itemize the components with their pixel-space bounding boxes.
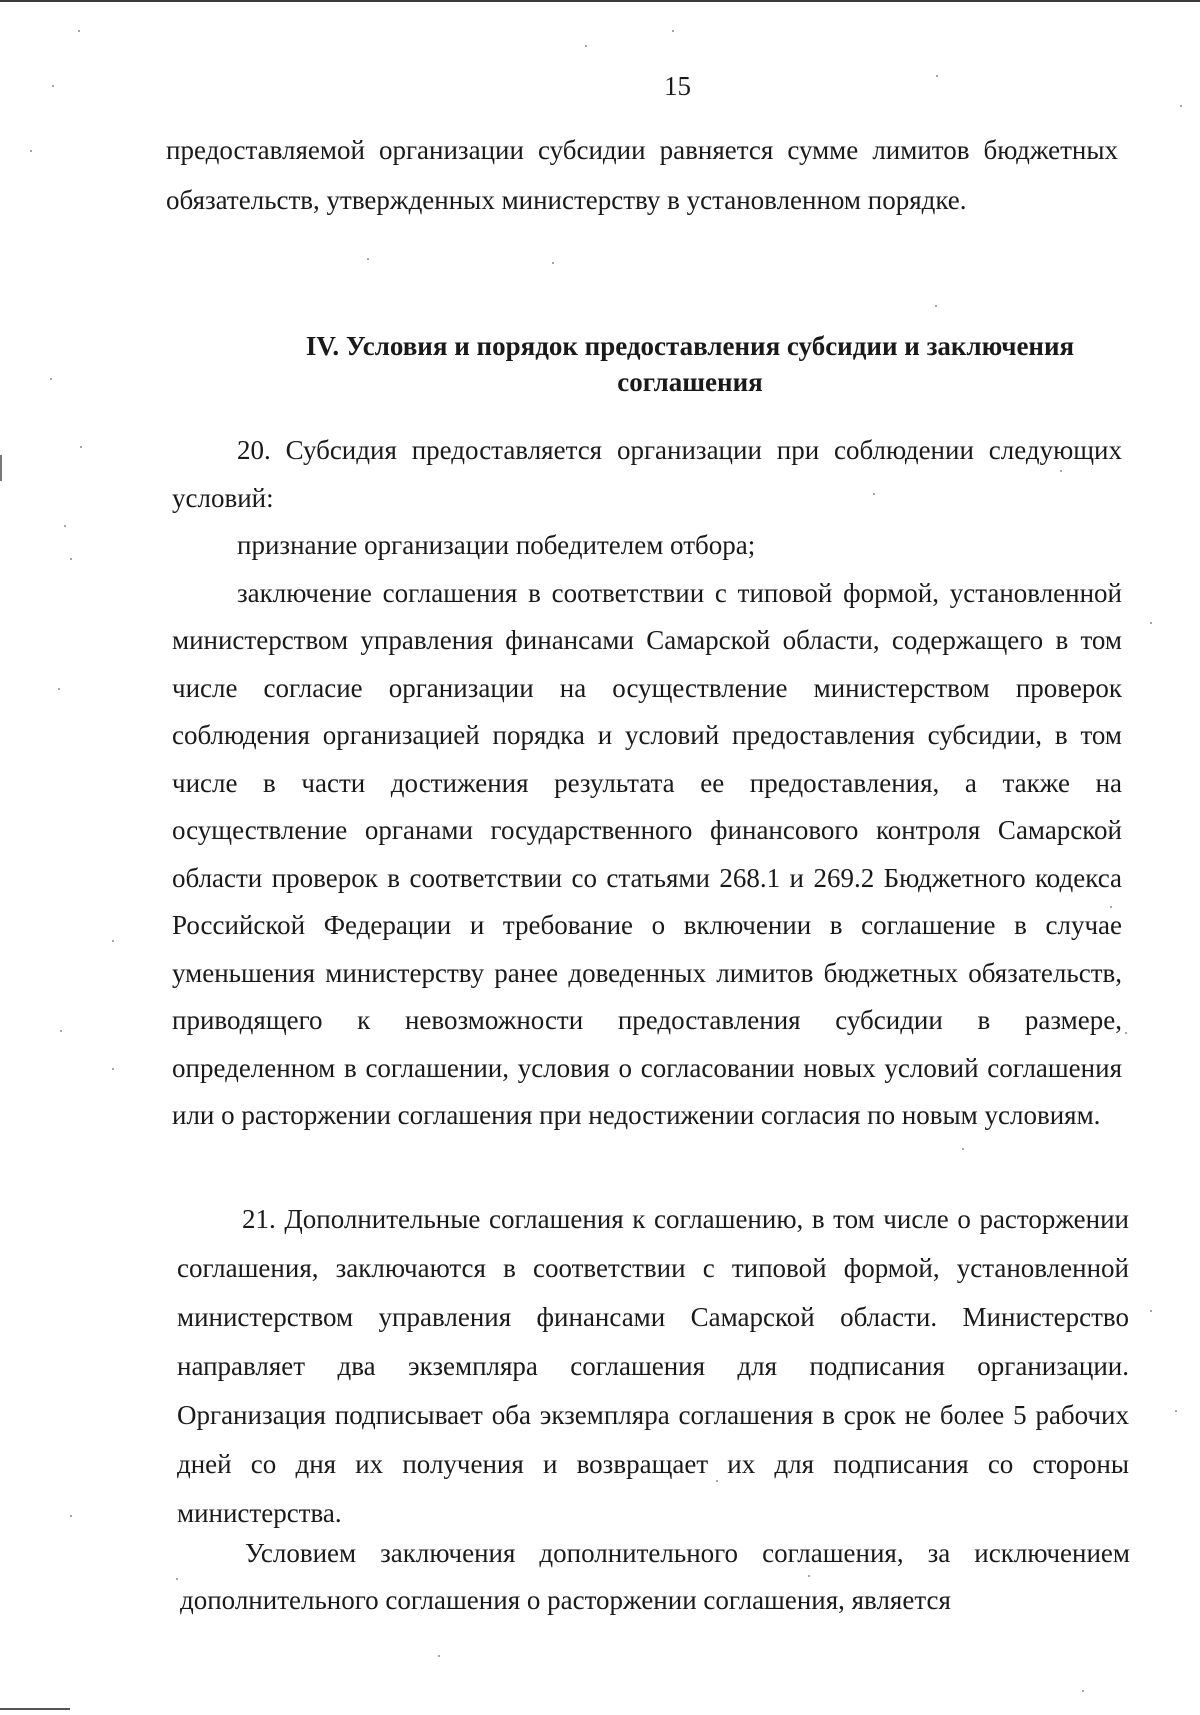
scan-speck bbox=[873, 493, 875, 495]
scan-speck bbox=[367, 258, 369, 260]
scan-speck bbox=[1180, 105, 1182, 107]
scan-speck bbox=[70, 1515, 72, 1517]
scan-speck bbox=[1125, 1032, 1127, 1034]
scan-speck bbox=[438, 1655, 440, 1657]
scan-speck bbox=[60, 1030, 62, 1032]
scan-speck bbox=[1110, 906, 1112, 908]
scan-speck bbox=[80, 446, 82, 448]
text-block-section-21 bbox=[177, 1195, 1129, 1538]
scan-speck bbox=[176, 1578, 178, 1580]
scan-speck bbox=[672, 30, 674, 32]
paragraph: заключение соглашения в соответствии с типовой формой, установленной министерством управления финансами Самарской области, содержащего в том числе согласие организации на осуществление министерством проверок соблюдения организацией порядка и условий предоставления субсидии, в том числе в части достижения результата ее предоставления, а также на осуществление органами государственного финансового контроля Самарской области проверок в соответствии со статьями 268.1 и 269.2 Бюджетного кодекса Российской Федерации и требование о включении в соглашение в случае уменьшения министерству ранее доведенных лимитов бюджетных обязательств, приводящего к невозможности предоставления субсидии в размере, определенном в соглашении, условия о согласовании новых условий соглашения или о расторжении соглашения при недостижении согласия по новым условиям. bbox=[172, 577, 1122, 1130]
scan-speck bbox=[64, 525, 66, 527]
section-heading: IV. Условия и порядок предоставления субсидии и заключения соглашения bbox=[305, 331, 1075, 397]
scan-speck bbox=[552, 262, 554, 264]
scan-speck bbox=[50, 378, 52, 380]
text-block-section-20 bbox=[172, 427, 1122, 1140]
scan-speck bbox=[112, 1068, 114, 1070]
scan-speck bbox=[585, 45, 587, 47]
scan-speck bbox=[962, 1148, 964, 1150]
scan-speck bbox=[70, 558, 72, 560]
scan-edge-mark bbox=[0, 1708, 70, 1710]
scan-edge-mark bbox=[0, 455, 2, 481]
paragraph-21: 21. Дополнительные соглашения к соглашению, в том числе о расторжении соглашения, заключаются в соответствии с типовой формой, установленной министерством управления финансами Самарской области. Министерство направляет два экземпляра соглашения для подписания организации. Организация подписывает оба экземпляра соглашения в срок не более 5 рабочих дней со дня их получения и возвращает их для подписания со стороны министерства. bbox=[177, 1204, 1129, 1528]
scan-speck bbox=[935, 305, 937, 307]
page-number: 15 bbox=[664, 71, 691, 101]
scan-speck bbox=[716, 1480, 718, 1482]
scan-speck bbox=[1060, 470, 1062, 472]
scan-speck bbox=[112, 940, 114, 942]
text-block-top bbox=[166, 125, 1118, 225]
scan-speck bbox=[1150, 1310, 1152, 1312]
scan-speck bbox=[58, 688, 60, 690]
scan-top-border bbox=[0, 0, 1200, 2]
scan-speck bbox=[52, 85, 54, 87]
scan-speck bbox=[1175, 1410, 1177, 1412]
scan-speck bbox=[30, 150, 32, 152]
paragraph-20: 20. Субсидия предоставляется организации при соблюдении следующих условий: bbox=[172, 435, 1122, 513]
scan-speck bbox=[1150, 622, 1152, 624]
scan-speck bbox=[936, 75, 938, 77]
paragraph: признание организации победителем отбора; bbox=[237, 530, 756, 560]
scan-speck bbox=[78, 30, 80, 32]
text-block-end bbox=[180, 1530, 1130, 1624]
paragraph: Условием заключения дополнительного соглашения, за исключением дополнительного соглашения о расторжении соглашения, является bbox=[180, 1538, 1130, 1615]
scan-speck bbox=[1082, 1690, 1084, 1692]
scan-speck bbox=[808, 1575, 810, 1577]
paragraph: предоставляемой организации субсидии равняется сумме лимитов бюджетных обязательств, утвержденных министерству в установленном порядке. bbox=[166, 135, 1118, 215]
